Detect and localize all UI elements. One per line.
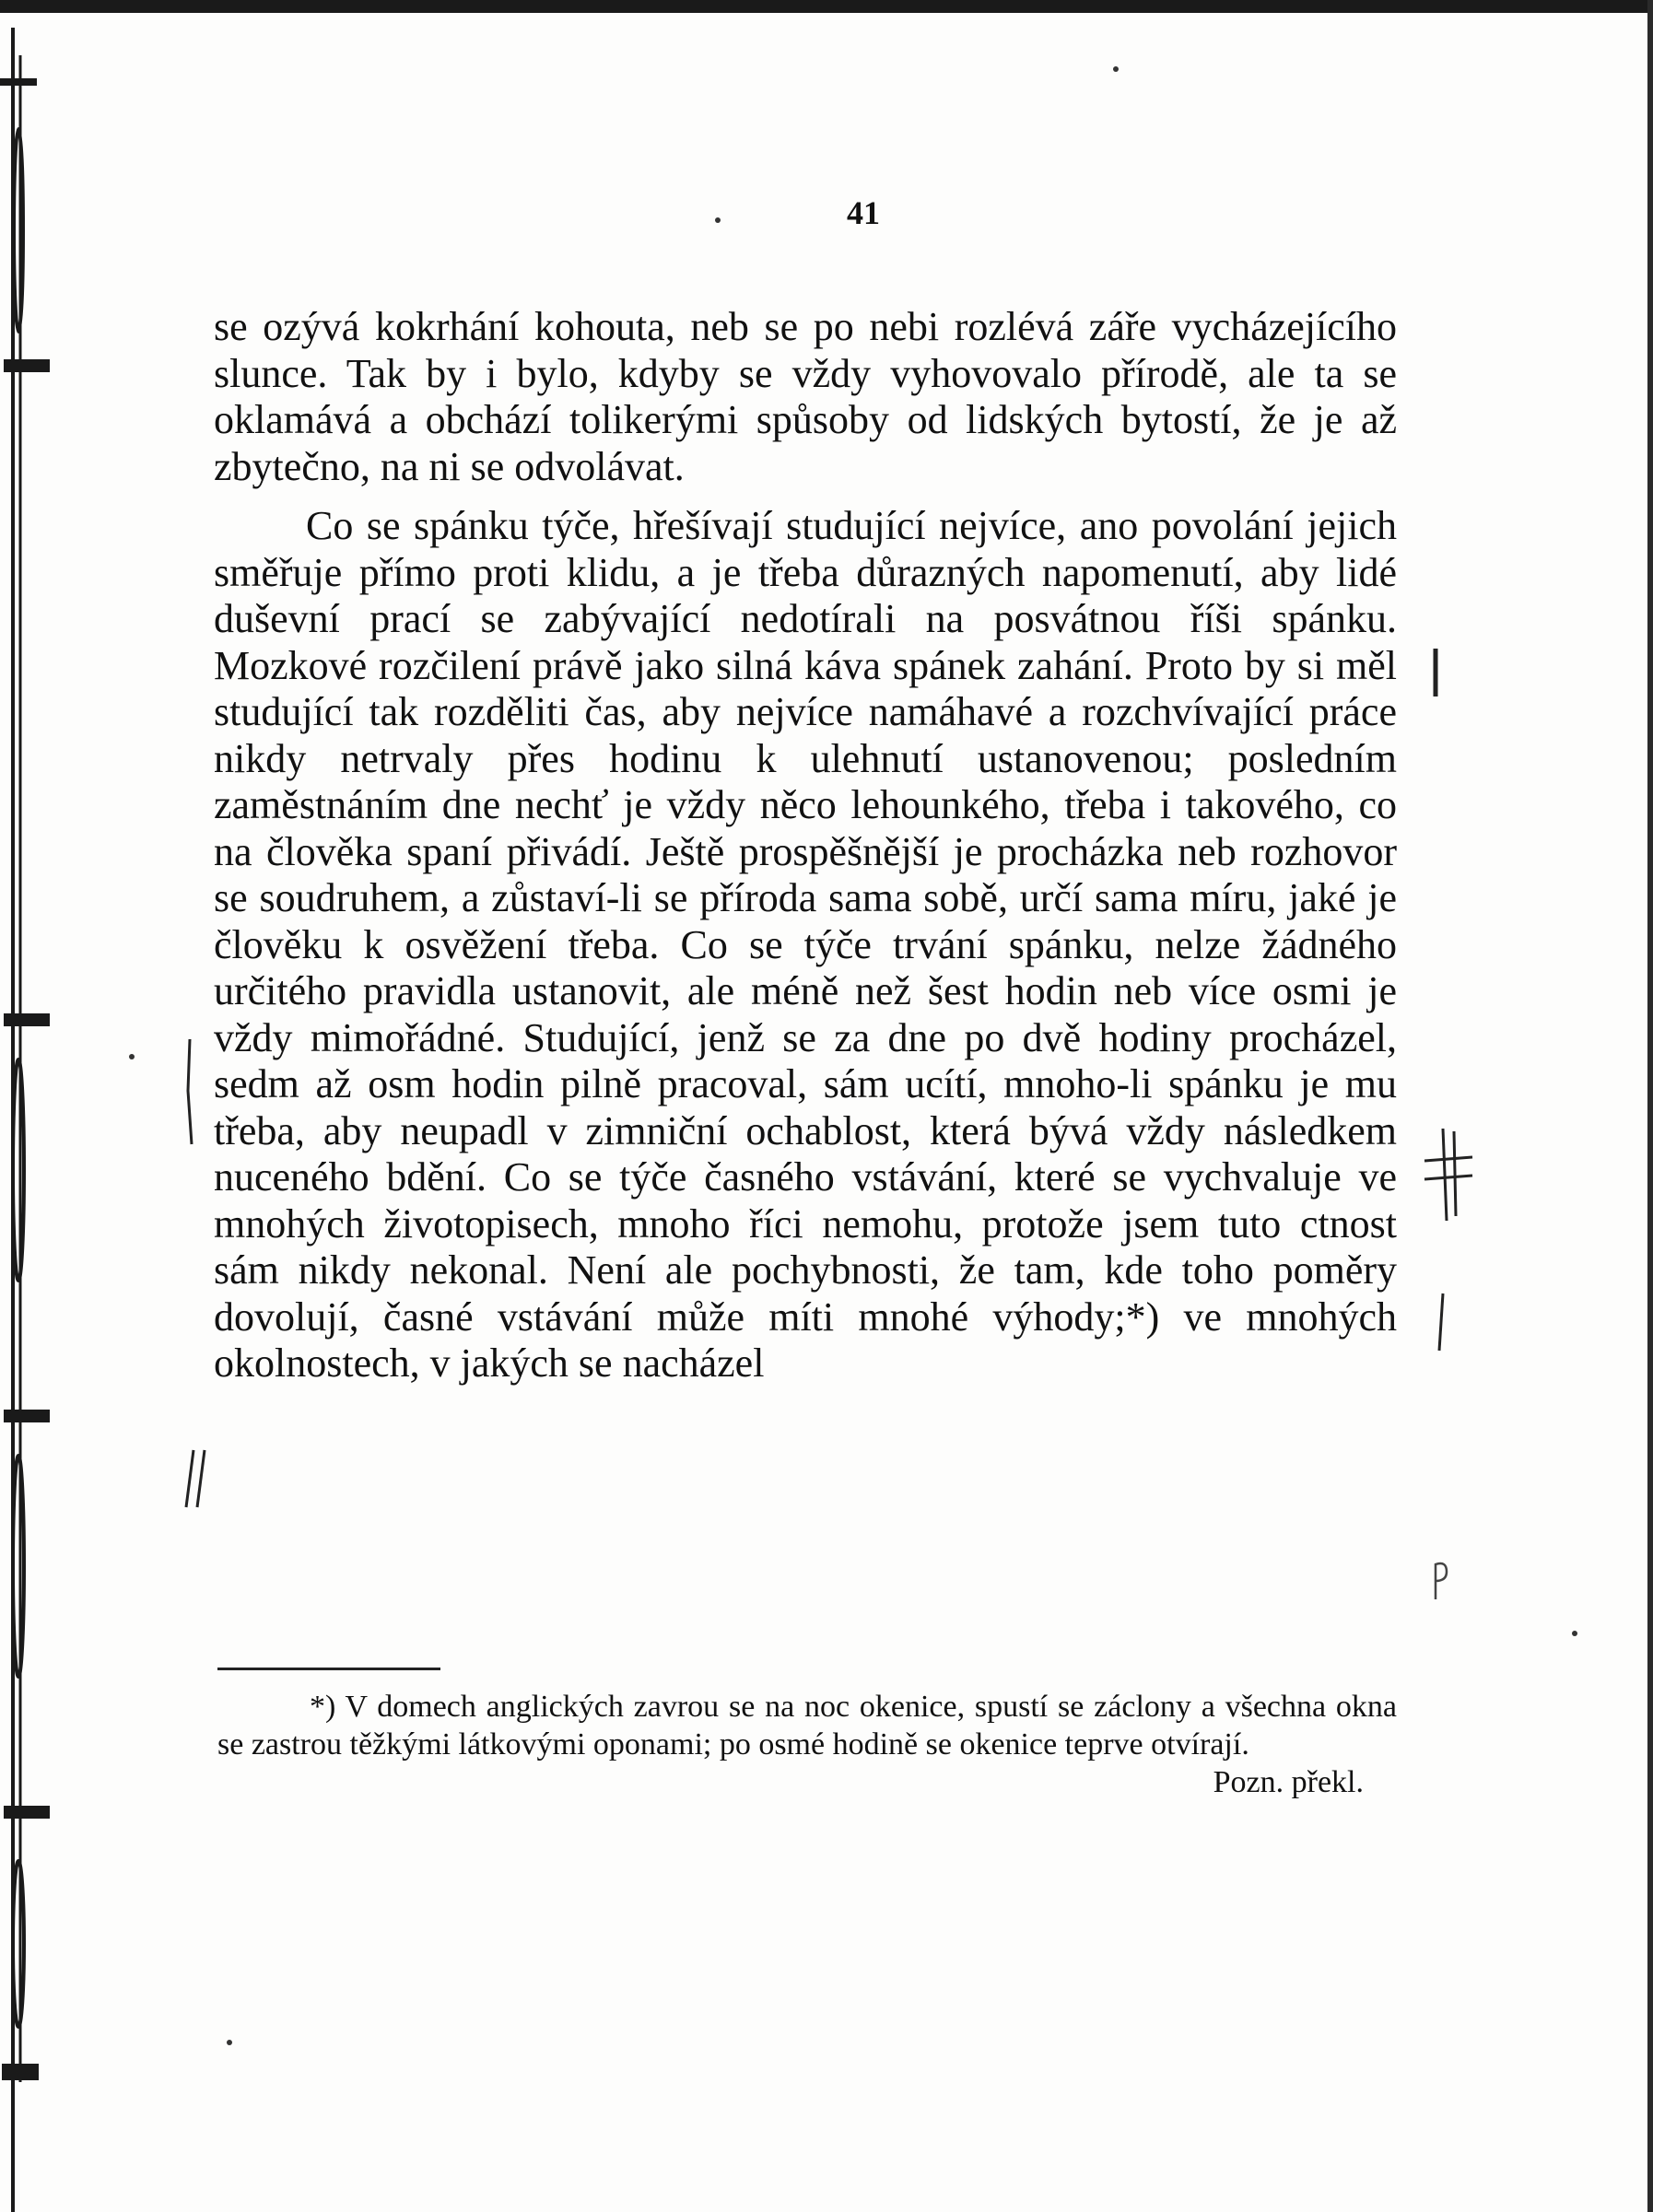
margin-pencil-mark-right-1 <box>1426 645 1445 700</box>
paragraph-1: se ozývá kokrhání kohouta, neb se po nebi rozlévá záře vycházejícího slunce. Tak by i bylo, kdyby se vždy vyhovovalo přírodě, ale ta se oklamává a obchází tolikerými spůsoby od lidských bytostí, že je až zbytečno, na ni se odvolávat. <box>214 304 1397 489</box>
footnote-text: *) V domech anglických zavrou se na noc okenice, spustí se záclony a všechna okna se zastrou těžkými látkovými oponami; po osmé hodině se okenice teprve otvírají. <box>217 1690 1397 1761</box>
paragraph-2: Co se spánku týče, hřešívají studující nejvíce, ano povolání jejich směřuje přímo proti klidu, a je třeba důrazných napomenutí, aby lidé duševní prací se zabývající nedotírali na posvátnou říši spánku. Mozkové rozčilení právě jako silná káva spánek zahání. Proto by si měl studující tak rozděliti čas, aby nejvíce namáhavé a rozchvívající práce nikdy netrvaly přes hodinu k ulehnutí ustanovenou; posledním zaměstnáním dne nechť je vždy něco lehounkého, třeba i takového, co na člověka spaní přivádí. Ještě prospěšnější je procházka neb rozhovor se soudruhem, a zůstaví-li se příroda sama sobě, určí sama míru, jaké je člověku k osvěžení třeba. Co se týče trvání spánku, nelze žádného určitého pravidla ustanovit, ale méně než šest hodin neb více osmi je vždy mimořádné. Studující, jenž se za dne po dvě hodiny procházel, sedm až osm hodin pilně pracoval, sám ucítí, mnoho-li spánku je mu třeba, aby neupadl v zimniční ochablost, která bývá vždy následkem nuceného bdění. Co se týče časného vstávání, které se vychvaluje ve mnohých životopisech, mnoho říci nemohu, protože jsem tuto ctnost sám nikdy nekonal. Není ale pochybnosti, že tam, kde toho poměry dovolují, časné vstávání může míti mnohé výhody;*) ve mnohých okolnostech, v jakých se nacházel <box>214 503 1397 1386</box>
footnote <box>217 1688 1397 1801</box>
speck <box>715 217 721 223</box>
margin-pencil-mark-right-4 <box>1428 1557 1456 1603</box>
speck <box>1572 1631 1577 1636</box>
page-number: 41 <box>847 194 880 231</box>
margin-pencil-mark-left-1 <box>181 1036 199 1146</box>
binding-sewing-thread <box>0 0 55 2212</box>
translator-note-credit: Pozn. překl. <box>1213 1765 1364 1799</box>
right-page-edge <box>1647 0 1653 2212</box>
speck <box>129 1054 135 1059</box>
speck <box>1113 66 1119 72</box>
margin-pencil-mark-left-2 <box>181 1446 214 1511</box>
top-edge-rule <box>0 0 1653 13</box>
body-text <box>214 304 1397 1387</box>
speck <box>227 2040 232 2045</box>
margin-pencil-mark-right-3 <box>1432 1290 1450 1354</box>
footnote-separator <box>217 1668 440 1670</box>
margin-pencil-mark-right-2 <box>1419 1124 1474 1225</box>
